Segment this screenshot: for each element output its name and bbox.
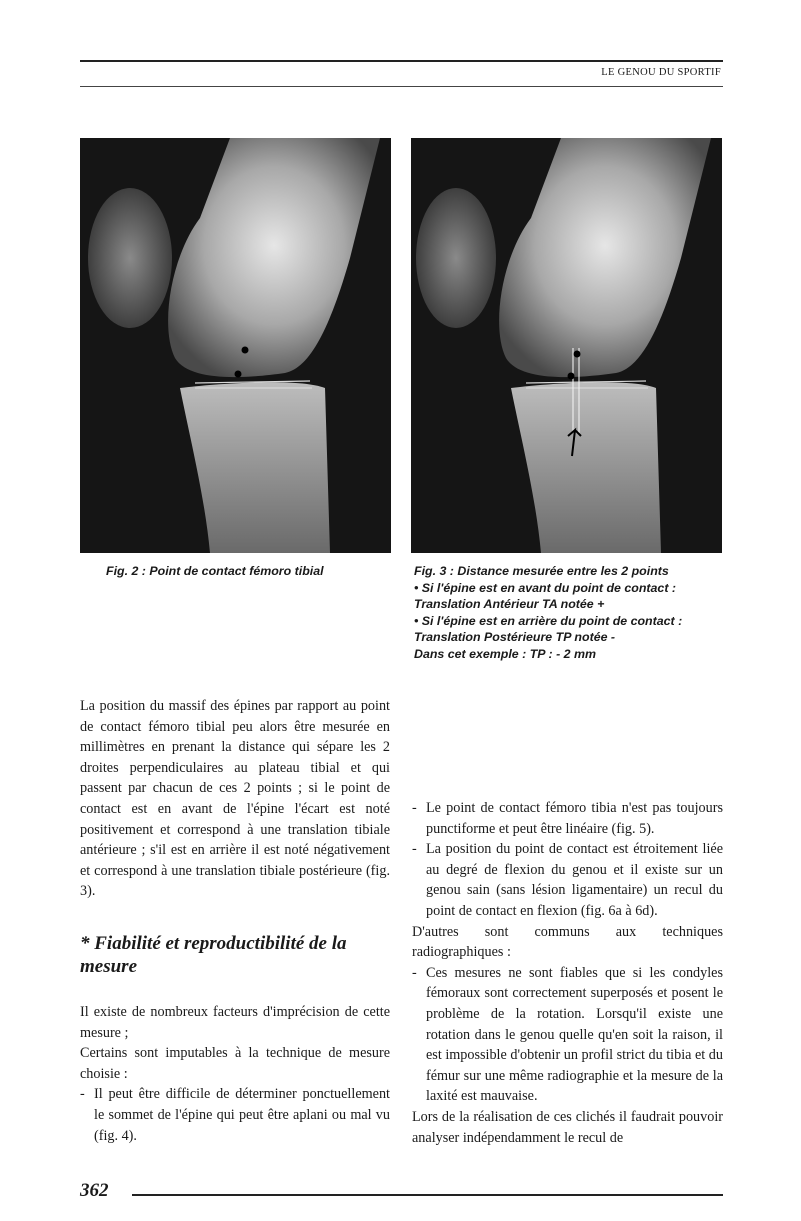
list-item xyxy=(412,963,723,1107)
list-item xyxy=(412,798,723,839)
figure-3-caption-line: Translation Antérieur TA notée + xyxy=(414,597,605,611)
list-item-text: Il peut être difficile de déterminer ponctuellement le sommet de l'épine qui peut être aplani ou mal vu (fig. 4). xyxy=(94,1086,390,1144)
figure-3-caption-line: Translation Postérieure TP notée - xyxy=(414,630,616,644)
list-item-text: La position du point de contact est étroitement liée au degré de flexion du genou et il existe sur un genou sain (sans lésion ligamentaire) un recul du point de contact en flexion (fig. 6a à 6d). xyxy=(426,841,723,919)
page-number: 362 xyxy=(80,1180,109,1201)
dash-bullet-icon: - xyxy=(80,1086,85,1103)
left-column xyxy=(80,696,390,1146)
list-item xyxy=(80,1084,390,1146)
right-column xyxy=(412,798,723,1148)
paragraph: Lors de la réalisation de ces clichés il faudrait pouvoir analyser indépendamment le recul de xyxy=(412,1108,723,1146)
running-head: LE GENOU DU SPORTIF xyxy=(601,67,721,78)
figure-2-caption: Fig. 2 : Point de contact fémoro tibial xyxy=(106,564,324,578)
paragraph: Il existe de nombreux facteurs d'imprécision de cette mesure ; xyxy=(80,1003,390,1041)
figure-3-caption-line: • Si l'épine est en arrière du point de contact : xyxy=(414,613,683,628)
figure-3-xray xyxy=(411,138,722,553)
figure-3-caption-line: Fig. 3 : Distance mesurée entre les 2 points xyxy=(414,564,669,578)
header-rule xyxy=(80,60,723,62)
figure-3-caption xyxy=(414,563,734,662)
footer-rule xyxy=(132,1194,723,1196)
list-item-text: Ces mesures ne sont fiables que si les condyles fémoraux sont correctement superposés et posent le problème de la rotation. Lorsqu'il existe une rotation dans le genou quelle qu'en soit la raison, il est impossible d'obtenir un profil strict du tibia et du fémur sur une même radiographie et la mesure de la laxité est mauvaise. xyxy=(426,964,723,1105)
header-rule-bottom xyxy=(80,86,723,87)
list-item-text: Le point de contact fémoro tibia n'est pas toujours punctiforme et peut être linéaire (fig. 5). xyxy=(426,800,723,837)
dash-bullet-icon: - xyxy=(412,800,417,816)
paragraph: Certains sont imputables à la technique de mesure choisie : xyxy=(80,1045,390,1082)
list-item xyxy=(412,839,723,921)
figure-3-caption-line: Dans cet exemple : TP : - 2 mm xyxy=(414,646,597,661)
dash-bullet-icon: - xyxy=(412,841,417,858)
dash-bullet-icon: - xyxy=(412,964,417,981)
paragraph: D'autres sont communs aux techniques radiographiques : xyxy=(412,923,723,961)
section-heading: * Fiabilité et reproductibilité de la mesure xyxy=(80,932,347,977)
intro-paragraph: La position du massif des épines par rapport au point de contact fémoro tibial peu alors être mesurée en millimètres en prenant la distance qui sépare les 2 droites perpendiculaires au plateau tibial et qui passent par chacun de ces 2 points ; si le point de contact est en avant de l'épine l'écart est noté positivement et correspond à une translation tibiale antérieure ; s'il est en arrière il est noté négativement et correspond à une translation tibiale postérieure (fig. 3). xyxy=(80,698,390,900)
figure-3-caption-line: • Si l'épine est en avant du point de contact : xyxy=(414,580,677,595)
knee-xray-image xyxy=(80,138,391,553)
figure-2-xray xyxy=(80,138,391,553)
knee-xray-measurement-image xyxy=(411,138,722,553)
